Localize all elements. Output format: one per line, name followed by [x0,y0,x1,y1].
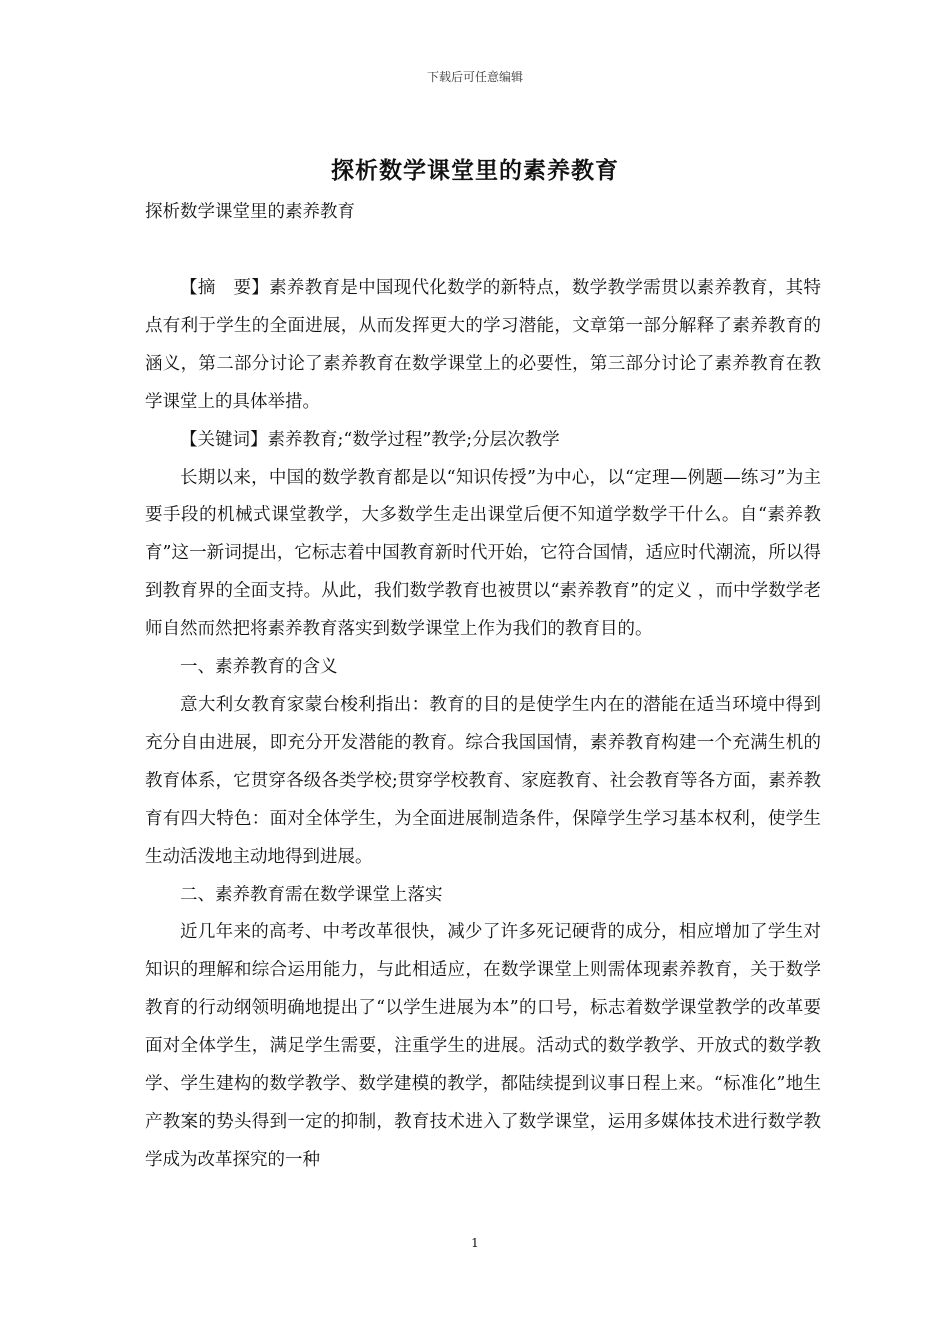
page-header-note: 下载后可任意编辑 [426,70,523,84]
section-2-paragraph: 近几年来的高考、中考改革很快，减少了许多死记硬背的成分，相应增加了学生对知识的理解和综合运用能力，与此相适应，在数学课堂上则需体现素养教育，关于数学教育的行动纲领明确地提出了“以学生进展为本”的口号，标志着数学课堂教学的改革要面对全体学生，满足学生需要，注重学生的进展。活动式的数学教学、开放式的数学教学、学生建构的数学教学、数学建模的教学，都陆续提到议事日程上来。“标准化”地生产教案的势头得到一定的抑制，教育技术进入了数学课堂，运用多媒体技术进行数学教学成为改革探究的一种 [145,922,821,1170]
intro-paragraph: 长期以来，中国的数学教育都是以“知识传授”为中心，以“定理—例题—练习”为主要手段的机械式课堂教学，大多数学生走出课堂后便不知道学数学干什么。自“素养教育”这一新词提出，它标志着中国教育新时代开始，它符合国情，适应时代潮流，所以得到教育界的全面支持。从此，我们数学教育也被贯以“素养教育”的定义 ，而中学数学老师自然而然把将素养教育落实到数学课堂上作为我们的教育目的。 [145,467,821,640]
keywords-paragraph: 【关键词】素养教育;“数学过程”教学;分层次教学 [180,429,560,450]
section-heading-2: 二、素养教育需在数学课堂上落实 [180,884,443,905]
abstract-paragraph: 【摘 要】素养教育是中国现代化数学的新特点，数学教学需贯以素养教育，其特点有利于学生的全面进展，从而发挥更大的学习潜能，文章第一部分解释了素养教育的涵义，第二部分讨论了素养教育在数学课堂上的必要性，第三部分讨论了素养教育在教学课堂上的具体举措。 [145,278,821,412]
document-subtitle: 探析数学课堂里的素养教育 [145,202,355,222]
page-number: 1 [471,1236,479,1250]
document-body [145,270,821,1180]
section-1-paragraph: 意大利女教育家蒙台梭利指出：教育的目的是使学生内在的潜能在适当环境中得到充分自由进展，即充分开发潜能的教育。综合我国国情，素养教育构建一个充满生机的教育体系，它贯穿各级各类学校;贯穿学校教育、家庭教育、社会教育等各方面，素养教育有四大特色：面对全体学生，为全面进展制造条件，保障学生学习基本权利，使学生生动活泼地主动地得到进展。 [145,694,821,867]
document-title: 探析数学课堂里的素养教育 [331,157,619,184]
section-heading-1: 一、素养教育的含义 [180,657,338,678]
